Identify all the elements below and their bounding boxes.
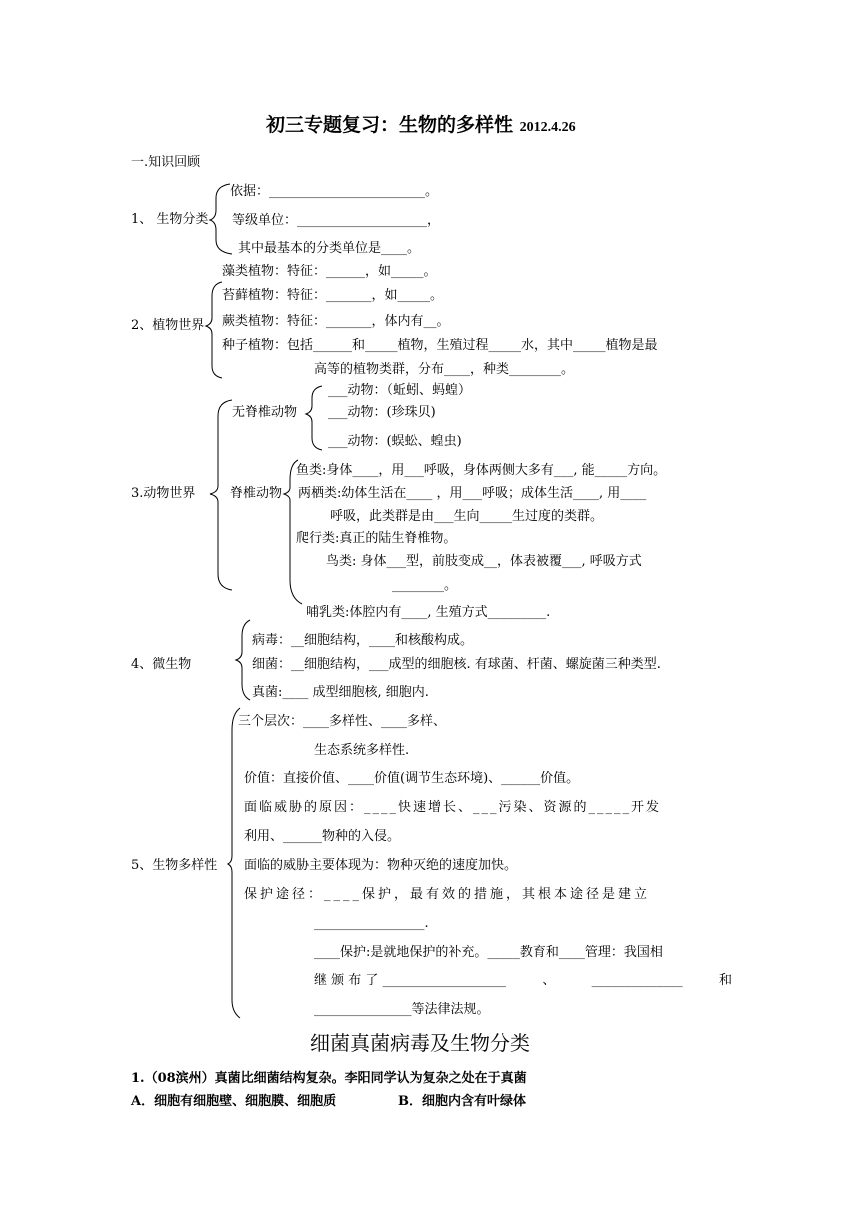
q5-line-10-part-d: 和	[718, 973, 732, 988]
q5-line-1: 三个层次：____多样性、____多样、	[238, 714, 447, 729]
invertebrate-label: 无脊椎动物	[232, 405, 298, 420]
q2-label: 2、植物世界	[131, 318, 205, 333]
brace-q5	[228, 708, 240, 1018]
q4-label: 4、微生物	[131, 657, 192, 672]
q1-line-2: 等级单位：____________________，	[232, 213, 441, 228]
q4-line-2: 细菌：__细胞结构，___成型的细胞核. 有球菌、杆菌、螺旋菌三种类型.	[252, 657, 661, 672]
q5-label: 5、生物多样性	[131, 858, 218, 873]
page-date: 2012.4.26	[519, 120, 576, 135]
brace-q2	[206, 282, 222, 378]
section-heading: 一.知识回顾	[131, 155, 201, 170]
exercise-1-stem: 1.（08滨州）真菌比细菌结构复杂。李阳同学认为复杂之处在于真菌	[131, 1071, 527, 1086]
brace-q4	[236, 620, 250, 700]
q2-line-5: 高等的植物类群，分布____，种类________。	[314, 362, 575, 377]
q5-line-10-part-c: ______________	[591, 973, 683, 988]
brace-q3-outer	[210, 400, 232, 590]
q1-line-1: 依据：________________________。	[230, 184, 439, 199]
q1-label: 1、 生物分类	[131, 212, 209, 227]
invert-line-3: ___动物：(蜈蚣、蝗虫)	[328, 434, 462, 449]
q5-line-3: 价值：直接价值、____价值(调节生态环境)、______价值。	[244, 771, 580, 786]
q5-line-8: _________________.	[314, 916, 429, 931]
section-subtitle: 细菌真菌病毒及生物分类	[310, 1031, 530, 1055]
invert-line-2: ___动物：(珍珠贝)	[328, 405, 436, 420]
brace-invert	[306, 386, 322, 450]
q5-line-4: 面临威胁的原因：____快速增长、___污染、资源的_____开发	[244, 800, 662, 815]
q5-line-10-part-b: 、	[542, 973, 556, 988]
q2-line-1: 藻类植物：特征：______，如_____。	[222, 264, 437, 279]
exercise-1-option-a: A．细胞有细胞壁、细胞膜、细胞质	[131, 1094, 337, 1109]
q5-line-10	[314, 972, 732, 990]
q5-line-7: 保护途径：____保护，最有效的措施，其根本途径是建立	[244, 887, 651, 902]
vert-line-2: 两栖类:幼体生活在____ ，用___呼吸；成体生活____, 用____	[298, 486, 647, 501]
q4-line-1: 病毒：__细胞结构，____和核酸构成。	[252, 633, 474, 648]
q5-line-9: ____保护:是就地保护的补充。_____教育和____管理：我国相	[314, 945, 663, 960]
vert-line-6: ________。	[392, 578, 458, 593]
q5-line-6: 面临的威胁主要体现为：物种灭绝的速度加快。	[244, 858, 518, 873]
q2-line-3: 蕨类植物：特征：_______，体内有__。	[222, 314, 450, 329]
q5-line-2: 生态系统多样性.	[314, 743, 410, 758]
page-title: 初三专题复习：生物的多样性 2012.4.26	[266, 114, 576, 136]
q4-line-3: 真菌:____ 成型细胞核, 细胞内.	[252, 685, 429, 700]
q1-line-3: 其中最基本的分类单位是____。	[238, 241, 421, 256]
vert-line-3: 呼吸，此类群是由___生向_____生过度的类群。	[330, 509, 604, 524]
q5-line-10-part-a: 继 颁 布 了 ___________________	[314, 973, 507, 988]
q2-line-4: 种子植物：包括______和_____植物，生殖过程_____水，其中_____植物是最	[222, 338, 658, 353]
vert-line-5: 鸟类: 身体___型，前肢变成__，体表被覆___, 呼吸方式	[326, 554, 642, 569]
q2-line-2: 苔藓植物：特征：_______，如_____。	[222, 288, 444, 303]
vert-line-4: 爬行类:真正的陆生脊椎物。	[296, 531, 457, 546]
q5-line-5: 利用、______物种的入侵。	[244, 829, 401, 844]
invert-line-1: ___动物：（蚯蚓、蚂蝗）	[328, 383, 472, 398]
brace-q1	[210, 184, 232, 254]
vert-line-7: 哺乳类:体腔内有____, 生殖方式_________.	[306, 605, 551, 620]
vertebrate-label: 脊椎动物	[230, 486, 283, 501]
exercise-1-option-b: B．细胞内含有叶绿体	[398, 1094, 526, 1109]
q3-label: 3.动物世界	[131, 486, 196, 501]
q5-line-11: _______________等法律法规。	[314, 1002, 490, 1017]
vert-line-1: 鱼类:身体____，用___呼吸，身体两侧大多有___, 能_____方向。	[296, 463, 667, 478]
